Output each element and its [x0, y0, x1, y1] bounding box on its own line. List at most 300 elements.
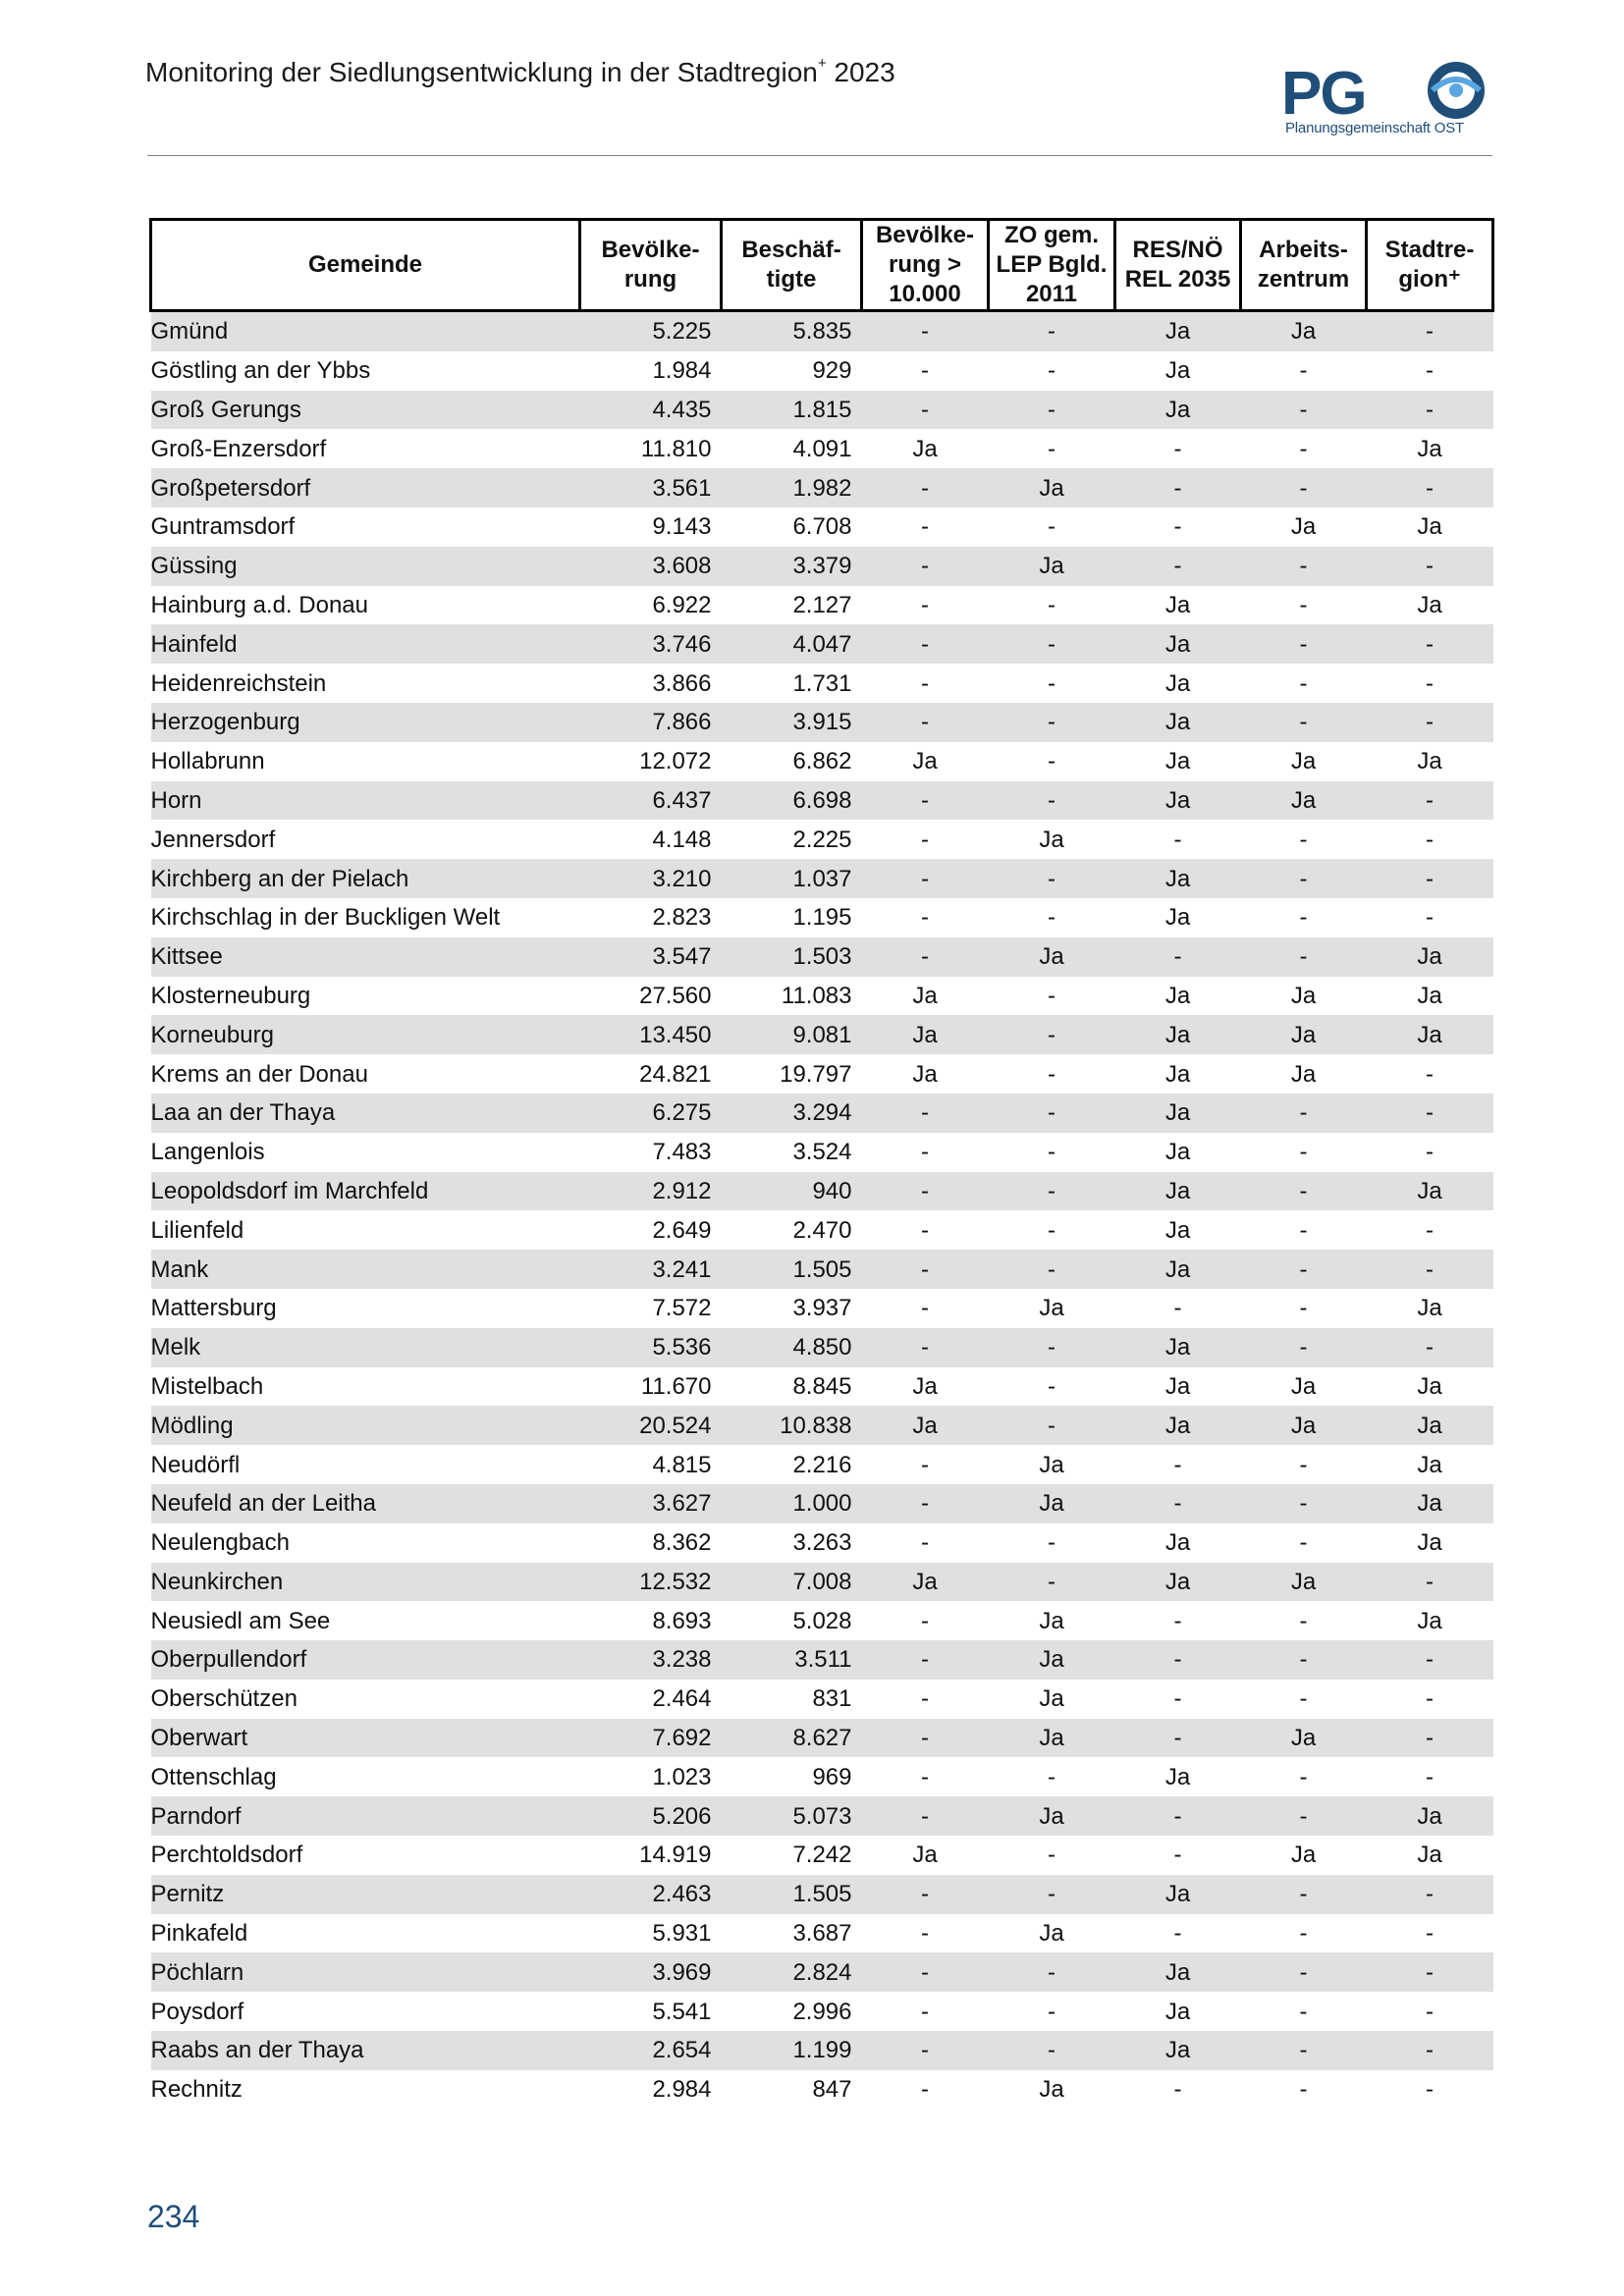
cell-beschaeftigte: 847	[812, 2076, 852, 2104]
cell-arbeitszentrum: -	[1241, 703, 1367, 742]
cell-beschaeftigte: 3.915	[722, 703, 862, 742]
cell-stadtregion: -	[1367, 468, 1493, 507]
cell-res-rel: -	[1173, 435, 1182, 462]
cell-bevoelkerung-10000: -	[921, 1529, 929, 1557]
table-row	[151, 1719, 1493, 1758]
cell-bevoelkerung-10000: -	[862, 1094, 989, 1133]
table-row	[151, 468, 1493, 507]
cell-arbeitszentrum: -	[1299, 1529, 1308, 1557]
cell-bevoelkerung-10000: -	[862, 703, 989, 742]
cell-bevoelkerung-10000: -	[921, 1998, 929, 2025]
cell-zo-lep: -	[989, 1094, 1115, 1133]
cell-zo-lep: -	[989, 2031, 1115, 2070]
cell-zo-lep: -	[989, 1875, 1115, 1914]
cell-arbeitszentrum: Ja	[1290, 1842, 1317, 1869]
cell-bevoelkerung-10000: -	[862, 468, 989, 507]
cell-beschaeftigte: 10.838	[722, 1406, 862, 1445]
cell-zo-lep: -	[989, 391, 1115, 430]
cell-beschaeftigte: 1.731	[792, 669, 852, 697]
cell-res-rel: Ja	[1115, 2031, 1241, 2070]
table-row	[151, 1914, 1493, 1953]
cell-res-rel: -	[1173, 1920, 1182, 1948]
table-row	[151, 1328, 1493, 1367]
cell-bevoelkerung: 6.437	[580, 781, 722, 821]
cell-gemeinde: Mattersburg	[150, 1295, 277, 1322]
cell-stadtregion: Ja	[1417, 435, 1442, 462]
cell-bevoelkerung-10000: -	[862, 311, 989, 351]
cell-arbeitszentrum: -	[1299, 1295, 1308, 1322]
cell-arbeitszentrum: -	[1299, 2076, 1308, 2104]
column-header-res-rel: RES/NÖ REL 2035	[1115, 220, 1241, 311]
cell-arbeitszentrum: -	[1299, 1685, 1308, 1713]
cell-res-rel: Ja	[1164, 982, 1191, 1009]
cell-beschaeftigte: 19.797	[780, 1060, 852, 1088]
cell-gemeinde: Neudörfl	[150, 1451, 241, 1478]
cell-bevoelkerung: 4.435	[580, 391, 722, 430]
cell-gemeinde: Kirchberg an der Pielach	[151, 859, 580, 898]
cell-bevoelkerung: 8.362	[652, 1529, 712, 1557]
table-row	[151, 1601, 1493, 1640]
cell-beschaeftigte: 8.627	[722, 1719, 862, 1758]
cell-zo-lep: -	[1048, 1372, 1056, 1400]
cell-bevoelkerung: 3.241	[580, 1250, 722, 1289]
cell-bevoelkerung-10000: -	[862, 1952, 989, 1992]
cell-res-rel: -	[1173, 1685, 1182, 1713]
cell-gemeinde: Heidenreichstein	[150, 669, 327, 697]
cell-zo-lep: -	[989, 1952, 1115, 1992]
cell-res-rel: Ja	[1115, 703, 1241, 742]
cell-res-rel: -	[1173, 1451, 1182, 1478]
cell-zo-lep: -	[1048, 1529, 1056, 1557]
cell-beschaeftigte: 1.505	[722, 1250, 862, 1289]
cell-gemeinde: Pernitz	[151, 1875, 580, 1914]
cell-gemeinde: Neulengbach	[150, 1529, 290, 1557]
cell-res-rel: -	[1173, 826, 1182, 853]
cell-zo-lep: -	[1048, 904, 1056, 932]
cell-gemeinde: Kittsee	[151, 937, 580, 977]
cell-res-rel: Ja	[1115, 1094, 1241, 1133]
cell-arbeitszentrum: -	[1299, 669, 1308, 697]
cell-arbeitszentrum: Ja	[1241, 311, 1367, 351]
cell-zo-lep: Ja	[1039, 1451, 1064, 1478]
header-row	[151, 220, 1493, 311]
cell-bevoelkerung-10000: -	[862, 2031, 989, 2070]
cell-arbeitszentrum: -	[1299, 591, 1308, 618]
table-row	[151, 820, 1493, 859]
cell-zo-lep: -	[1048, 435, 1056, 462]
cell-bevoelkerung: 1.023	[652, 1763, 712, 1790]
table-row	[151, 1836, 1493, 1875]
cell-gemeinde: Neunkirchen	[151, 1563, 580, 1602]
cell-gemeinde: Laa an der Thaya	[151, 1094, 580, 1133]
title-year: 2023	[826, 57, 895, 87]
cell-arbeitszentrum: -	[1241, 468, 1367, 507]
cell-bevoelkerung: 14.919	[639, 1842, 712, 1869]
cell-bevoelkerung: 2.823	[652, 904, 712, 932]
cell-zo-lep: -	[989, 703, 1115, 742]
cell-res-rel: Ja	[1164, 669, 1191, 697]
cell-gemeinde: Pinkafeld	[150, 1920, 248, 1948]
cell-stadtregion: -	[1367, 1563, 1493, 1602]
cell-zo-lep: -	[989, 781, 1115, 821]
cell-arbeitszentrum: -	[1241, 937, 1367, 977]
cell-zo-lep: Ja	[1039, 1295, 1064, 1322]
cell-gemeinde: Klosterneuburg	[150, 982, 311, 1009]
cell-beschaeftigte: 3.511	[722, 1640, 862, 1680]
cell-bevoelkerung-10000: -	[921, 2076, 929, 2104]
table-row	[151, 1523, 1493, 1563]
cell-stadtregion: -	[1367, 1719, 1493, 1758]
cell-res-rel: -	[1115, 1640, 1241, 1680]
cell-arbeitszentrum: Ja	[1290, 513, 1317, 541]
cell-res-rel: Ja	[1164, 1216, 1191, 1244]
cell-zo-lep: -	[989, 1172, 1115, 1211]
table-row	[151, 311, 1493, 351]
cell-beschaeftigte: 2.996	[792, 1998, 852, 2025]
cell-gemeinde: Neufeld an der Leitha	[151, 1484, 580, 1523]
cell-zo-lep: -	[1048, 357, 1056, 385]
cell-gemeinde: Langenlois	[150, 1139, 265, 1166]
cell-stadtregion: -	[1426, 1139, 1434, 1166]
table-row	[151, 1445, 1493, 1484]
cell-beschaeftigte: 929	[812, 357, 852, 385]
cell-bevoelkerung: 7.692	[580, 1719, 722, 1758]
table-body	[151, 311, 1493, 2109]
cell-stadtregion: -	[1426, 1763, 1434, 1790]
cell-gemeinde: Oberwart	[151, 1719, 580, 1758]
cell-res-rel: Ja	[1115, 1172, 1241, 1211]
cell-zo-lep: Ja	[1039, 2076, 1064, 2104]
cell-stadtregion: Ja	[1367, 1484, 1493, 1523]
table-row	[151, 703, 1493, 742]
cell-gemeinde: Raabs an der Thaya	[151, 2031, 580, 2070]
cell-bevoelkerung-10000: -	[921, 1139, 929, 1166]
cell-bevoelkerung-10000: -	[921, 357, 929, 385]
cell-stadtregion: -	[1367, 1328, 1493, 1367]
cell-beschaeftigte: 8.845	[792, 1372, 852, 1400]
cell-bevoelkerung: 6.922	[652, 591, 712, 618]
cell-arbeitszentrum: -	[1241, 1640, 1367, 1680]
cell-bevoelkerung: 3.969	[580, 1952, 722, 1992]
cell-gemeinde: Korneuburg	[151, 1015, 580, 1054]
cell-res-rel: Ja	[1164, 1372, 1191, 1400]
cell-gemeinde: Hollabrunn	[150, 748, 265, 775]
cell-stadtregion: Ja	[1417, 1529, 1442, 1557]
table-row	[151, 1250, 1493, 1289]
cell-zo-lep: -	[1048, 982, 1056, 1009]
cell-bevoelkerung-10000: Ja	[912, 982, 938, 1009]
cell-gemeinde: Poysdorf	[150, 1998, 244, 2025]
cell-beschaeftigte: 1.000	[722, 1484, 862, 1523]
table-row	[151, 664, 1493, 703]
table-header	[151, 220, 1493, 311]
cell-bevoelkerung: 24.821	[639, 1060, 712, 1088]
cell-zo-lep: Ja	[1039, 826, 1064, 853]
cell-res-rel: -	[1173, 1295, 1182, 1322]
cell-bevoelkerung-10000: -	[921, 591, 929, 618]
cell-res-rel: Ja	[1115, 1875, 1241, 1914]
cell-bevoelkerung-10000: Ja	[862, 1015, 989, 1054]
cell-stadtregion: -	[1367, 859, 1493, 898]
cell-bevoelkerung: 3.561	[580, 468, 722, 507]
cell-bevoelkerung: 11.670	[640, 1372, 712, 1400]
table-row	[151, 507, 1493, 547]
document-title	[145, 54, 895, 88]
table-row	[151, 1210, 1493, 1250]
cell-bevoelkerung: 4.148	[652, 826, 712, 853]
table-row	[151, 1484, 1493, 1523]
cell-bevoelkerung-10000: -	[921, 1685, 929, 1713]
cell-bevoelkerung: 6.275	[580, 1094, 722, 1133]
cell-res-rel: -	[1115, 547, 1241, 586]
cell-bevoelkerung-10000: -	[862, 547, 989, 586]
cell-stadtregion: Ja	[1367, 1796, 1493, 1836]
cell-bevoelkerung-10000: -	[862, 624, 989, 664]
cell-arbeitszentrum: Ja	[1241, 1563, 1367, 1602]
table-row	[151, 1094, 1493, 1133]
page-number: 234	[147, 2199, 200, 2234]
cell-bevoelkerung-10000: -	[862, 1250, 989, 1289]
cell-stadtregion: Ja	[1417, 982, 1442, 1009]
cell-gemeinde: Rechnitz	[150, 2076, 243, 2104]
cell-bevoelkerung-10000: Ja	[912, 1842, 938, 1869]
cell-bevoelkerung: 12.072	[639, 748, 712, 775]
cell-bevoelkerung: 5.536	[580, 1328, 722, 1367]
cell-zo-lep: -	[989, 859, 1115, 898]
cell-arbeitszentrum: -	[1299, 1216, 1308, 1244]
cell-zo-lep: -	[1048, 669, 1056, 697]
cell-bevoelkerung-10000: -	[862, 1172, 989, 1211]
cell-bevoelkerung: 3.547	[580, 937, 722, 977]
pgo-logo	[1281, 61, 1492, 139]
cell-gemeinde: Hainfeld	[151, 624, 580, 664]
cell-stadtregion: -	[1426, 1920, 1434, 1948]
cell-beschaeftigte: 3.294	[722, 1094, 862, 1133]
cell-zo-lep: Ja	[989, 468, 1115, 507]
cell-zo-lep: Ja	[989, 1640, 1115, 1680]
cell-beschaeftigte: 2.127	[792, 591, 852, 618]
table-row	[151, 1172, 1493, 1211]
cell-arbeitszentrum: -	[1299, 1920, 1308, 1948]
cell-zo-lep: Ja	[989, 937, 1115, 977]
cell-bevoelkerung: 2.464	[652, 1685, 712, 1713]
cell-beschaeftigte: 5.073	[722, 1796, 862, 1836]
cell-zo-lep: Ja	[1039, 1607, 1064, 1634]
cell-zo-lep: -	[1048, 591, 1056, 618]
cell-stadtregion: Ja	[1417, 591, 1442, 618]
cell-arbeitszentrum: Ja	[1290, 1060, 1317, 1088]
table-row	[151, 898, 1493, 937]
cell-beschaeftigte: 3.379	[722, 547, 862, 586]
cell-bevoelkerung: 20.524	[580, 1406, 722, 1445]
cell-bevoelkerung: 5.931	[652, 1920, 712, 1948]
cell-arbeitszentrum: -	[1241, 547, 1367, 586]
cell-stadtregion: -	[1367, 1640, 1493, 1680]
cell-stadtregion: -	[1367, 703, 1493, 742]
table-row	[151, 1054, 1493, 1094]
cell-beschaeftigte: 1.503	[722, 937, 862, 977]
cell-stadtregion: -	[1426, 1998, 1434, 2025]
cell-gemeinde: Perchtoldsdorf	[150, 1842, 303, 1869]
cell-bevoelkerung-10000: -	[862, 1484, 989, 1523]
cell-bevoelkerung-10000: Ja	[862, 1563, 989, 1602]
cell-bevoelkerung-10000: -	[862, 1719, 989, 1758]
cell-arbeitszentrum: -	[1241, 1484, 1367, 1523]
cell-bevoelkerung: 9.143	[652, 513, 712, 541]
cell-zo-lep: Ja	[989, 547, 1115, 586]
cell-arbeitszentrum: -	[1299, 357, 1308, 385]
cell-bevoelkerung: 7.866	[580, 703, 722, 742]
cell-res-rel: Ja	[1115, 1563, 1241, 1602]
cell-beschaeftigte: 5.835	[722, 311, 862, 351]
table-row	[151, 391, 1493, 430]
cell-bevoelkerung: 3.627	[580, 1484, 722, 1523]
cell-arbeitszentrum: -	[1241, 1172, 1367, 1211]
cell-stadtregion: Ja	[1417, 513, 1442, 541]
cell-bevoelkerung: 3.210	[580, 859, 722, 898]
cell-res-rel: Ja	[1115, 311, 1241, 351]
cell-bevoelkerung: 11.810	[640, 435, 712, 462]
cell-stadtregion: Ja	[1367, 1172, 1493, 1211]
cell-gemeinde: Groß Gerungs	[151, 391, 580, 430]
cell-gemeinde: Oberpullendorf	[151, 1640, 580, 1680]
cell-stadtregion: -	[1367, 1952, 1493, 1992]
cell-bevoelkerung-10000: -	[921, 513, 929, 541]
cell-gemeinde: Pöchlarn	[151, 1952, 580, 1992]
cell-beschaeftigte: 2.470	[792, 1216, 852, 1244]
table-row	[151, 1757, 1493, 1796]
cell-res-rel: Ja	[1115, 859, 1241, 898]
cell-stadtregion: Ja	[1417, 1295, 1442, 1322]
cell-bevoelkerung: 12.532	[580, 1563, 722, 1602]
cell-arbeitszentrum: Ja	[1241, 1015, 1367, 1054]
cell-stadtregion: Ja	[1417, 1842, 1442, 1869]
cell-gemeinde: Parndorf	[151, 1796, 580, 1836]
table-row	[151, 781, 1493, 821]
cell-gemeinde: Mödling	[151, 1406, 580, 1445]
cell-bevoelkerung-10000: -	[921, 1763, 929, 1790]
cell-arbeitszentrum: -	[1241, 1250, 1367, 1289]
cell-res-rel: -	[1115, 1484, 1241, 1523]
cell-bevoelkerung: 7.572	[652, 1295, 712, 1322]
cell-res-rel: Ja	[1164, 591, 1191, 618]
cell-stadtregion: -	[1426, 669, 1434, 697]
cell-stadtregion: -	[1367, 1250, 1493, 1289]
cell-res-rel: -	[1173, 1842, 1182, 1869]
cell-stadtregion: -	[1367, 1094, 1493, 1133]
table-row	[151, 937, 1493, 977]
table-row	[151, 624, 1493, 664]
table-row	[151, 1289, 1493, 1328]
column-header-stadtregion: Stadtre- gion⁺	[1367, 220, 1493, 311]
logo-letters: PG	[1281, 61, 1366, 120]
cell-zo-lep: -	[989, 624, 1115, 664]
cell-bevoelkerung: 2.984	[652, 2076, 712, 2104]
logo-o-dot	[1449, 83, 1463, 97]
cell-bevoelkerung: 3.746	[580, 624, 722, 664]
table-row	[151, 429, 1493, 468]
cell-arbeitszentrum: -	[1299, 1451, 1308, 1478]
cell-beschaeftigte: 3.937	[792, 1295, 852, 1322]
table-row	[151, 1133, 1493, 1172]
municipality-table	[149, 218, 1494, 2109]
cell-res-rel: Ja	[1115, 781, 1241, 821]
cell-gemeinde: Herzogenburg	[151, 703, 580, 742]
cell-arbeitszentrum: -	[1299, 1763, 1308, 1790]
cell-bevoelkerung: 2.649	[652, 1216, 712, 1244]
cell-beschaeftigte: 4.047	[722, 624, 862, 664]
cell-beschaeftigte: 5.028	[792, 1607, 852, 1634]
cell-bevoelkerung: 2.463	[580, 1875, 722, 1914]
header-rule	[147, 155, 1492, 156]
cell-arbeitszentrum: -	[1299, 826, 1308, 853]
cell-arbeitszentrum: -	[1241, 1796, 1367, 1836]
cell-gemeinde: Mistelbach	[150, 1372, 264, 1400]
cell-bevoelkerung-10000: -	[862, 391, 989, 430]
cell-gemeinde: Hainburg a.d. Donau	[150, 591, 368, 618]
cell-bevoelkerung: 5.206	[580, 1796, 722, 1836]
table-row	[151, 547, 1493, 586]
cell-stadtregion: -	[1367, 2031, 1493, 2070]
cell-beschaeftigte: 1.815	[722, 391, 862, 430]
cell-res-rel: -	[1115, 1719, 1241, 1758]
cell-beschaeftigte: 1.982	[722, 468, 862, 507]
cell-beschaeftigte: 6.698	[722, 781, 862, 821]
table-row	[151, 859, 1493, 898]
cell-beschaeftigte: 11.083	[781, 982, 852, 1009]
cell-arbeitszentrum: -	[1241, 1952, 1367, 1992]
cell-gemeinde: Horn	[151, 781, 580, 821]
cell-beschaeftigte: 3.687	[792, 1920, 852, 1948]
cell-res-rel: Ja	[1115, 1406, 1241, 1445]
cell-stadtregion: -	[1367, 781, 1493, 821]
cell-zo-lep: Ja	[989, 1719, 1115, 1758]
cell-stadtregion: -	[1426, 1060, 1434, 1088]
cell-res-rel: Ja	[1164, 1529, 1191, 1557]
cell-bevoelkerung-10000: Ja	[912, 1372, 938, 1400]
cell-bevoelkerung: 2.654	[580, 2031, 722, 2070]
cell-res-rel: -	[1173, 2076, 1182, 2104]
cell-beschaeftigte: 2.824	[722, 1952, 862, 1992]
cell-gemeinde: Leopoldsdorf im Marchfeld	[151, 1172, 580, 1211]
cell-beschaeftigte: 2.216	[792, 1451, 852, 1478]
cell-bevoelkerung-10000: -	[921, 904, 929, 932]
cell-arbeitszentrum: Ja	[1241, 1406, 1367, 1445]
cell-bevoelkerung: 1.984	[652, 357, 712, 385]
cell-res-rel: Ja	[1164, 1998, 1191, 2025]
cell-beschaeftigte: 1.195	[792, 904, 852, 932]
cell-beschaeftigte: 1.037	[722, 859, 862, 898]
cell-gemeinde: Groß-Enzersdorf	[150, 435, 327, 462]
cell-res-rel: Ja	[1164, 1060, 1191, 1088]
cell-arbeitszentrum: -	[1241, 1328, 1367, 1367]
cell-arbeitszentrum: Ja	[1241, 1719, 1367, 1758]
cell-bevoelkerung: 3.238	[580, 1640, 722, 1680]
cell-gemeinde: Lilienfeld	[150, 1216, 244, 1244]
cell-bevoelkerung: 3.866	[652, 669, 712, 697]
cell-arbeitszentrum: Ja	[1290, 748, 1317, 775]
cell-stadtregion: Ja	[1417, 1372, 1442, 1400]
cell-bevoelkerung: 3.608	[580, 547, 722, 586]
cell-beschaeftigte: 940	[722, 1172, 862, 1211]
cell-res-rel: -	[1173, 1607, 1182, 1634]
table-row	[151, 1796, 1493, 1836]
logo-graphic	[1281, 61, 1492, 120]
cell-bevoelkerung-10000: -	[862, 937, 989, 977]
cell-bevoelkerung: 7.483	[652, 1139, 712, 1166]
cell-arbeitszentrum: -	[1299, 1607, 1308, 1634]
cell-bevoelkerung: 5.541	[652, 1998, 712, 2025]
